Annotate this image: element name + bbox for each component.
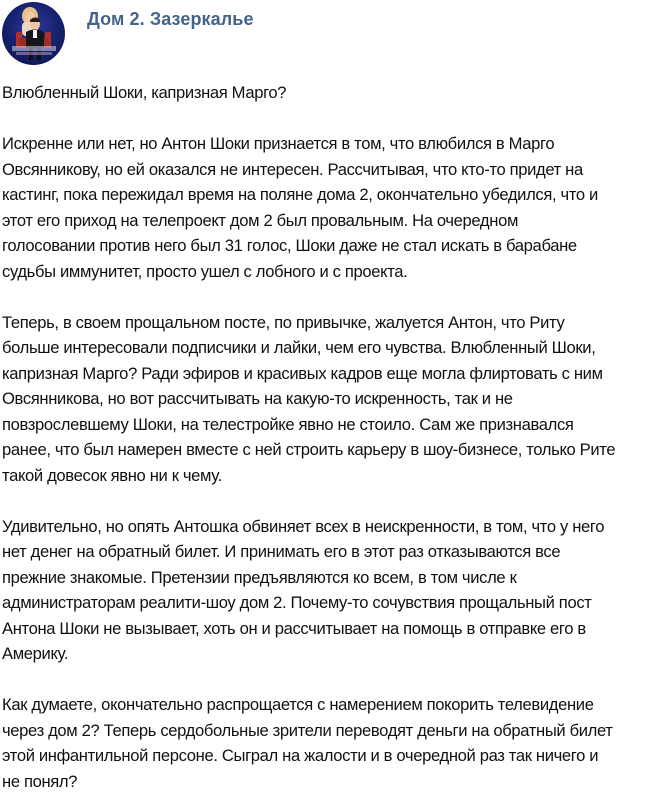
text-line: Антона Шоки не вызывает, хоть он и рассчитывает на помощь в отправке его в [2, 616, 670, 642]
post-paragraph-3 [2, 514, 670, 667]
group-name-link[interactable]: Дом 2. Зазеркалье [87, 9, 254, 30]
text-line: нет денег на обратный билет. И принимать его в этот раз отказываются все [2, 539, 670, 565]
post-paragraph-2 [2, 310, 670, 489]
text-line: через дом 2? Теперь сердобольные зрители переводят деньги на обратный билет [2, 718, 670, 744]
text-line: Америку. [2, 641, 670, 667]
text-line: Удивительно, но опять Антошка обвиняет всех в неискренности, в том, что у него [2, 514, 670, 540]
avatar-image-icon [2, 2, 65, 65]
post-paragraph-1 [2, 131, 670, 284]
text-line: администраторам реалити-шоу дом 2. Почему-то сочувствия прощальный пост [2, 590, 670, 616]
text-line: этой инфантильной персоне. Сыграл на жалости и в очередной раз так ничего и [2, 743, 670, 769]
text-line: этот его приход на телепроект дом 2 был провальным. На очередном [2, 208, 670, 234]
text-line: голосовании против него был 31 голос, Шоки даже не стал искать в барабане [2, 233, 670, 259]
text-line: Овсянникову, но ей оказался не интересен. Рассчитывая, что кто-то придет на [2, 157, 670, 183]
text-line: Овсянникова, но вот рассчитывать на какую-то искренность, так и не [2, 386, 670, 412]
text-line: прежние знакомые. Претензии предъявляются ко всем, в том числе к [2, 565, 670, 591]
text-line: не понял? [2, 769, 670, 794]
post-header [0, 0, 670, 70]
text-line: Как думаете, окончательно распрощается с намерением покорить телевидение [2, 692, 670, 718]
text-line: Теперь, в своем прощальном посте, по привычке, жалуется Антон, что Риту [2, 310, 670, 336]
text-line: такой довесок явно ни к чему. [2, 463, 670, 489]
group-avatar[interactable] [2, 2, 65, 65]
post-paragraph-4 [2, 692, 670, 794]
text-line: ранее, что был намерен вместе с ней строить карьеру в шоу-бизнесе, только Рите [2, 437, 670, 463]
text-line: судьбы иммунитет, просто ушел с лобного и с проекта. [2, 259, 670, 285]
text-line: Искренне или нет, но Антон Шоки признается в том, что влюбился в Марго [2, 131, 670, 157]
post-title: Влюбленный Шоки, капризная Марго? [2, 80, 670, 106]
post-body [2, 80, 670, 794]
text-line: повзрослевшему Шоки, на телестройке явно не стоило. Сам же признавался [2, 412, 670, 438]
text-line: кастинг, пока пережидал время на поляне дома 2, окончательно убедился, что и [2, 182, 670, 208]
text-line: больше интересовали подписчики и лайки, чем его чувства. Влюбленный Шоки, [2, 335, 670, 361]
text-line: капризная Марго? Ради эфиров и красивых кадров еще могла флиртовать с ним [2, 361, 670, 387]
